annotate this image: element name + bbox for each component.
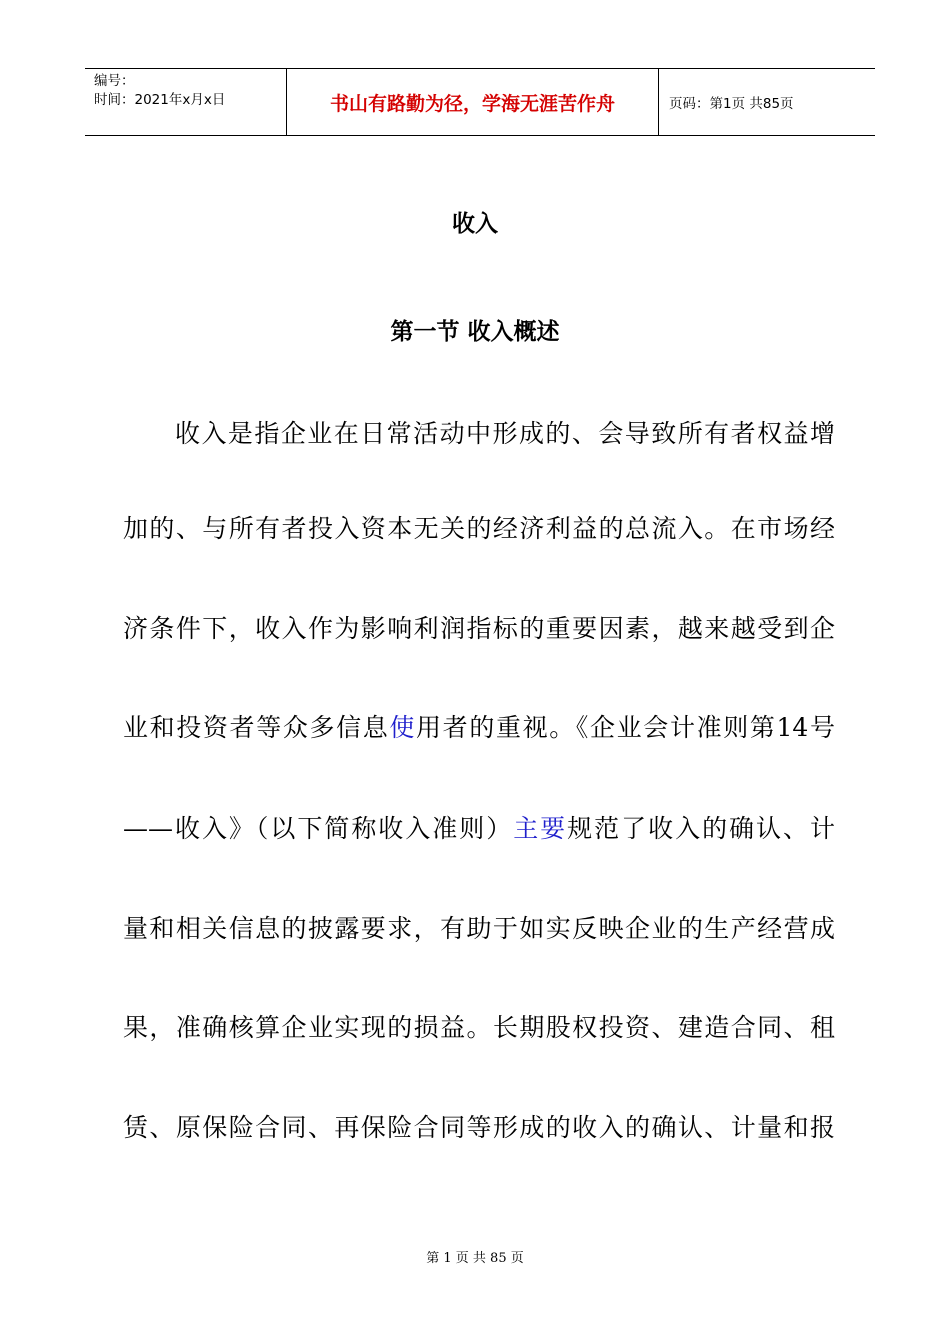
- body-text: 业和投资者等众多信息: [123, 713, 390, 742]
- body-line-4: [123, 711, 835, 745]
- body-line-1: [123, 417, 835, 451]
- body-text: 规范了收入的确认、计: [567, 814, 835, 843]
- body-line-2: [123, 512, 835, 546]
- body-line-6: [123, 912, 835, 946]
- section-title: 第一节 收入概述: [390, 319, 560, 345]
- body-text: 果，准确核算企业实现的损益。长期股权投资、建造合同、租: [123, 1013, 835, 1042]
- body-text: 济条件下，收入作为影响利润指标的重要因素，越来越受到企: [123, 614, 835, 643]
- body-text: 赁、原保险合同、再保险合同等形成的收入的确认、计量和报: [123, 1113, 835, 1142]
- header-motto: 书山有路勤为径，学海无涯苦作舟: [329, 92, 615, 115]
- body-text: 收入是指企业在日常活动中形成的、会导致所有者权益增: [175, 419, 835, 448]
- body-line-3: [123, 612, 835, 646]
- body-line-7: [123, 1011, 835, 1045]
- page-footer: 第 1 页 共 85 页: [426, 1251, 524, 1266]
- body-text: 加的、与所有者投入资本无关的经济利益的总流入。在市场经: [123, 514, 835, 543]
- body-text: 用者的重视。《企业会计准则第14号: [416, 713, 835, 742]
- body-text: ——收入》（以下简称收入准则）: [123, 814, 514, 843]
- header-page-cell: [659, 69, 875, 135]
- header-time-label: 时间：2021年x月x日: [94, 92, 226, 108]
- highlighted-text: 主要: [513, 814, 568, 843]
- body-line-8: [123, 1111, 835, 1145]
- header-motto-cell: [286, 69, 659, 135]
- header-table: [85, 68, 875, 136]
- header-number-label: 编号：: [94, 73, 135, 89]
- document-title: 收入: [452, 211, 498, 237]
- body-line-5: [123, 812, 835, 846]
- header-page-info: 页码：第1页 共85页: [669, 96, 794, 112]
- header-info-cell: [85, 69, 286, 135]
- highlighted-text: 使: [389, 713, 417, 742]
- body-text: 量和相关信息的披露要求，有助于如实反映企业的生产经营成: [123, 914, 835, 943]
